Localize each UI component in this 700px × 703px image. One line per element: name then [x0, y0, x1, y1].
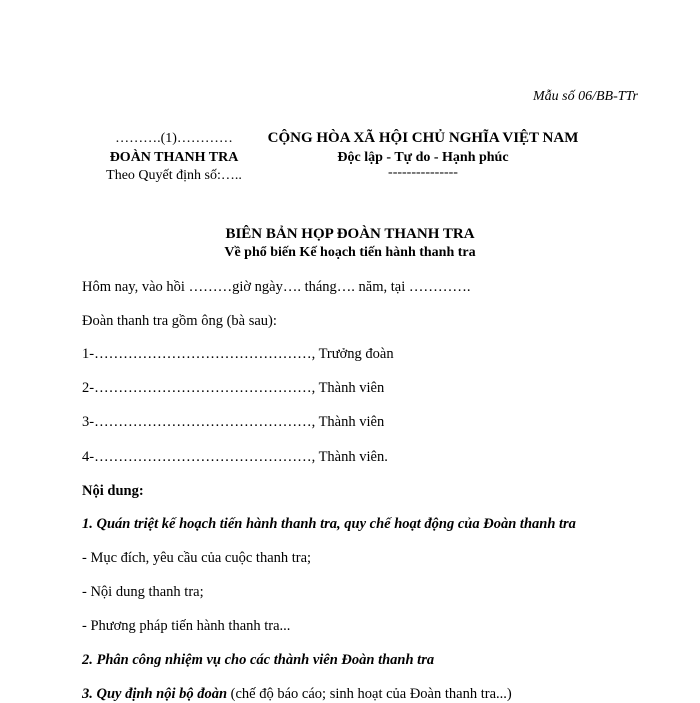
section-2-heading: 2. Phân công nhiệm vụ cho các thành viên Đoàn thanh tra [82, 652, 435, 668]
header-right-nation: CỘNG HÒA XÃ HỘI CHỦ NGHĨA VIỆT NAM [267, 130, 579, 146]
member-line: 2-………………………………………, Thành viên [82, 380, 385, 396]
section-1-item: - Mục đích, yêu cầu của cuộc thanh tra; [82, 550, 312, 566]
content-heading: Nội dung: [82, 483, 144, 499]
members-intro: Đoàn thanh tra gồm ông (bà sau): [82, 313, 277, 329]
section-1-heading: 1. Quán triệt kế hoạch tiến hành thanh tra, quy chế hoạt động của Đoàn thanh tra [82, 516, 576, 532]
section-1-item: - Nội dung thanh tra; [82, 584, 204, 600]
section-3-line [82, 686, 512, 703]
header-left-decision: Theo Quyết định số:….. [106, 168, 242, 183]
header-right-divider: --------------- [388, 165, 458, 180]
member-line: 4-………………………………………, Thành viên. [82, 449, 388, 465]
document-title: BIÊN BẢN HỌP ĐOÀN THANH TRA [225, 226, 475, 242]
section-3-heading: 3. Quy định nội bộ đoàn [82, 686, 228, 702]
document-subtitle: Về phổ biến Kế hoạch tiến hành thanh tra [224, 245, 476, 260]
section-1-item: - Phương pháp tiến hành thanh tra... [82, 618, 291, 634]
member-line: 3-………………………………………, Thành viên [82, 414, 385, 430]
section-3-note: (chế độ báo cáo; sinh hoạt của Đoàn thanh tra...) [227, 686, 512, 702]
header-left-org: ĐOÀN THANH TRA [109, 150, 239, 165]
header-left-placeholder: ……….(1)………… [115, 131, 233, 146]
form-number: Mẫu số 06/BB-TTr [532, 89, 638, 104]
intro-line: Hôm nay, vào hồi ………giờ ngày…. tháng…. năm, tại …………. [82, 279, 471, 295]
member-line: 1-………………………………………, Trưởng đoàn [82, 346, 394, 362]
header-right-motto: Độc lập - Tự do - Hạnh phúc [337, 150, 509, 165]
